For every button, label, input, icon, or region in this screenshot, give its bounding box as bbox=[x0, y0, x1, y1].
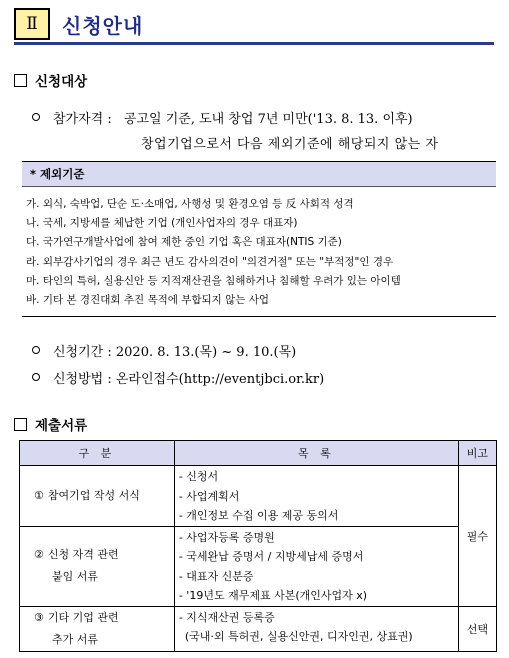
exclusion-item: 나. 국세, 지방세를 체납한 기업 (개인사업자의 경우 대표자) bbox=[26, 217, 298, 230]
row-category-line2: 붙임 서류 bbox=[52, 570, 99, 583]
note-optional: 선택 bbox=[458, 606, 496, 651]
exclusion-item: 다. 국가연구개발사업에 참여 제한 중인 기업 혹은 대표자(NTIS 기준) bbox=[26, 236, 342, 249]
qualification-row bbox=[32, 108, 413, 127]
application-method-text: 신청방법 : 온라인접수(http://eventjbci.or.kr) bbox=[53, 372, 325, 387]
row-category bbox=[20, 526, 175, 606]
list-item: - 사업자등록 증명원 bbox=[178, 530, 275, 544]
table-header-row bbox=[20, 441, 497, 466]
list-item: - 개인정보 수집 이용 제공 동의서 bbox=[178, 509, 339, 522]
list-item: - '19년도 재무제표 사본(개인사업자 x) bbox=[178, 589, 368, 602]
column-header-category: 구 분 bbox=[20, 441, 175, 466]
row-items bbox=[174, 466, 458, 527]
documents-table bbox=[19, 440, 497, 652]
list-item: - 국세완납 증명서 / 지방세납세 증명서 bbox=[178, 550, 364, 563]
section-number: Ⅱ bbox=[14, 8, 50, 40]
exclusion-item: 바. 기타 본 경진대회 추진 목적에 부합되지 않는 사업 bbox=[26, 294, 270, 307]
application-period-text: 신청기간 : 2020. 8. 13.(목) ~ 9. 10.(목) bbox=[53, 345, 297, 360]
qualification-line2: 창업기업으로서 다음 제외기준에 해당되지 않는 자 bbox=[141, 137, 439, 152]
square-bullet-icon bbox=[14, 418, 27, 431]
exclusion-item: 마. 타인의 특허, 실용신안 등 지적재산권을 침해하거나 침해할 우려가 있는 아이템 bbox=[26, 274, 401, 287]
exclusion-item: 라. 외부감사기업의 경우 최근 년도 감사의견이 "의견거절" 또는 "부적정"인 경우 bbox=[26, 255, 394, 268]
table-row bbox=[20, 526, 497, 606]
eligibility-header-text: 신청대상 bbox=[35, 74, 88, 90]
list-item: - 신청서 bbox=[178, 470, 219, 483]
documents-header-text: 제출서류 bbox=[35, 418, 88, 434]
circle-bullet-icon bbox=[32, 346, 40, 354]
section-title: 신청안내 bbox=[62, 14, 144, 38]
row-category-line1: 참여기업 작성 서식 bbox=[47, 488, 140, 502]
application-method bbox=[32, 368, 324, 387]
column-header-list: 목 록 bbox=[174, 441, 458, 466]
row-category-line1: 기타 기업 관련 bbox=[47, 610, 119, 624]
eligibility-header bbox=[14, 70, 87, 90]
row-items bbox=[174, 606, 458, 651]
row-category-line2: 추가 서류 bbox=[52, 632, 99, 646]
list-item: (국내·외 특허권, 실용신안권, 디자인권, 상표권) bbox=[184, 630, 413, 643]
list-item: - 대표자 신분증 bbox=[178, 569, 254, 583]
section-banner bbox=[14, 8, 494, 45]
row-category bbox=[20, 606, 175, 651]
list-item: - 사업계획서 bbox=[178, 489, 240, 503]
row-category bbox=[20, 466, 175, 527]
exclusion-list bbox=[26, 195, 496, 310]
note-required: 필수 bbox=[458, 466, 496, 607]
documents-header bbox=[14, 414, 87, 434]
row-number: ③ bbox=[34, 610, 44, 624]
table-row bbox=[20, 466, 497, 527]
row-category-line1: 신청 자격 관련 bbox=[47, 548, 119, 561]
row-items bbox=[174, 526, 458, 606]
circle-bullet-icon bbox=[32, 373, 40, 381]
square-bullet-icon bbox=[14, 74, 27, 87]
exclusion-item: 가. 외식, 숙박업, 단순 도·소매업, 사행성 및 환경오염 등 反 사회적 성격 bbox=[26, 198, 354, 210]
table-row bbox=[20, 606, 497, 651]
qualification-label: 참가자격 : bbox=[53, 112, 112, 127]
row-number: ② bbox=[34, 548, 44, 561]
qualification-line1: 공고일 기준, 도내 창업 7년 미만('13. 8. 13. 이후) bbox=[123, 112, 413, 127]
list-item: - 지식재산권 등록증 bbox=[178, 610, 275, 624]
application-period bbox=[32, 341, 296, 360]
circle-bullet-icon bbox=[32, 113, 40, 121]
exclusion-criteria-box bbox=[22, 161, 496, 317]
column-header-note: 비고 bbox=[458, 441, 496, 466]
row-number: ① bbox=[34, 488, 44, 502]
exclusion-title: * 제외기준 bbox=[22, 162, 496, 187]
